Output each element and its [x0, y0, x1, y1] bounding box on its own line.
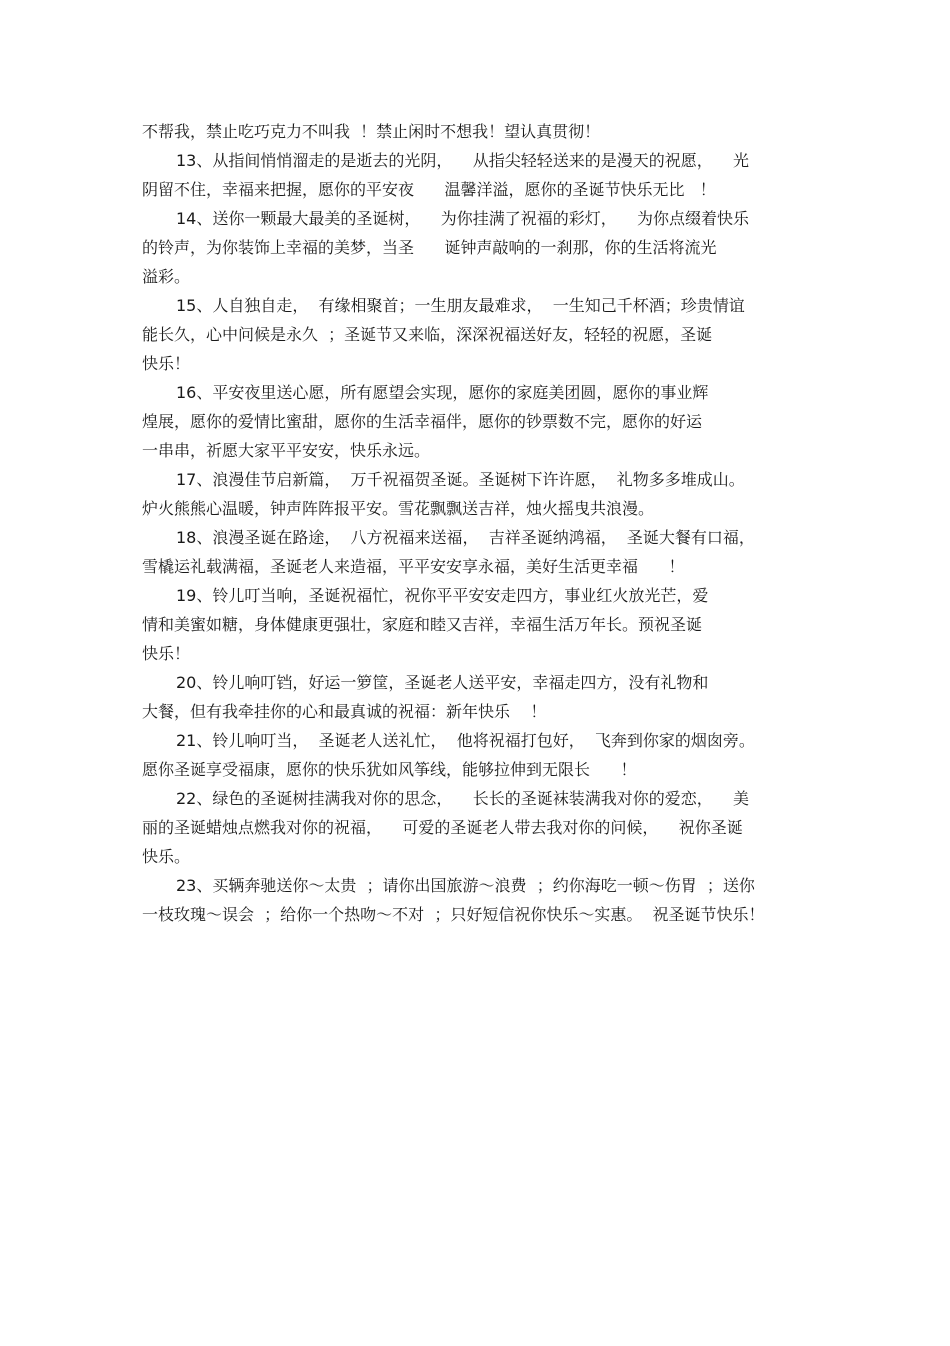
text-line: 阴留不住，幸福来把握，愿你的平安夜 温馨洋溢，愿你的圣诞节快乐无比 ！ [142, 180, 716, 199]
text-line: 能长久，心中问候是永久 ；圣诞节又来临，深深祝福送好友，轻轻的祝愿，圣诞 [142, 325, 713, 344]
text-line: 17、浪漫佳节启新篇， 万千祝福贺圣诞。圣诞树下许许愿， 礼物多多堆成山。 [176, 470, 745, 489]
text-line: 大餐，但有我牵挂你的心和最真诚的祝福：新年快乐 ！ [142, 702, 547, 721]
text-line: 的铃声，为你装饰上幸福的美梦，当圣 诞钟声敲响的一刹那，你的生活将流光 [142, 238, 717, 257]
text-line: 快乐。 [142, 847, 191, 866]
text-line: 15、人自独自走， 有缘相聚首；一生朋友最难求， 一生知己千杯酒；珍贵情谊 [176, 296, 745, 315]
text-line: 情和美蜜如糖，身体健康更强壮，家庭和睦又吉祥，幸福生活万年长。预祝圣诞 [142, 615, 703, 634]
paragraph [142, 291, 832, 378]
text-line: 煌展，愿你的爱情比蜜甜，愿你的生活幸福伴，愿你的钞票数不完，愿你的好运 [142, 412, 703, 431]
text-line: 溢彩。 [142, 267, 191, 286]
text-line: 愿你圣诞享受福康，愿你的快乐犹如风筝线，能够拉伸到无限长 ！ [142, 760, 637, 779]
text-line: 22、绿色的圣诞树挂满我对你的思念， 长长的圣诞袜装满我对你的爱恋， 美 [176, 789, 750, 808]
paragraph [142, 146, 832, 204]
text-line: 快乐！ [142, 354, 191, 373]
text-line: 一串串，祈愿大家平平安安，快乐永远。 [142, 441, 431, 460]
paragraph [142, 465, 832, 523]
text-line: 23、买辆奔驰送你～太贵 ；请你出国旅游～浪费 ；约你海吃一顿～伤胃 ；送你 [176, 876, 755, 895]
text-line: 快乐！ [142, 644, 191, 663]
text-line: 19、铃儿叮当响，圣诞祝福忙，祝你平平安安走四方，事业红火放光芒，爱 [176, 586, 709, 605]
paragraph [142, 581, 832, 668]
text-line: 丽的圣诞蜡烛点燃我对你的祝福， 可爱的圣诞老人带去我对你的问候， 祝你圣诞 [142, 818, 743, 837]
paragraph [142, 871, 832, 929]
text-line: 13、从指间悄悄溜走的是逝去的光阴， 从指尖轻轻送来的是漫天的祝愿， 光 [176, 151, 750, 170]
paragraph [142, 726, 832, 784]
text-line: 16、平安夜里送心愿，所有愿望会实现，愿你的家庭美团圆，愿你的事业辉 [176, 383, 709, 402]
paragraph [142, 117, 832, 146]
paragraph [142, 523, 832, 581]
text-line: 炉火熊熊心温暖，钟声阵阵报平安。雪花飘飘送吉祥，烛火摇曳共浪漫。 [142, 499, 655, 518]
document-body [142, 117, 832, 929]
text-line: 21、铃儿响叮当， 圣诞老人送礼忙， 他将祝福打包好， 飞奔到你家的烟囱旁。 [176, 731, 755, 750]
paragraph [142, 668, 832, 726]
paragraph [142, 784, 832, 871]
paragraph [142, 204, 832, 291]
text-line: 不帮我，禁止吃巧克力不叫我 ！禁止闲时不想我！望认真贯彻！ [142, 122, 601, 141]
text-line: 14、送你一颗最大最美的圣诞树， 为你挂满了祝福的彩灯， 为你点缀着快乐 [176, 209, 750, 228]
paragraph [142, 378, 832, 465]
text-line: 雪橇运礼载满福，圣诞老人来造福，平平安安享永福，美好生活更幸福 ！ [142, 557, 685, 576]
text-line: 一枝玫瑰～误会 ；给你一个热吻～不对 ；只好短信祝你快乐～实惠。 祝圣诞节快乐！ [142, 905, 765, 924]
text-line: 18、浪漫圣诞在路途， 八方祝福来送福， 吉祥圣诞纳鸿福， 圣诞大餐有口福， [176, 528, 755, 547]
text-line: 20、铃儿响叮铛，好运一箩筐，圣诞老人送平安，幸福走四方，没有礼物和 [176, 673, 709, 692]
